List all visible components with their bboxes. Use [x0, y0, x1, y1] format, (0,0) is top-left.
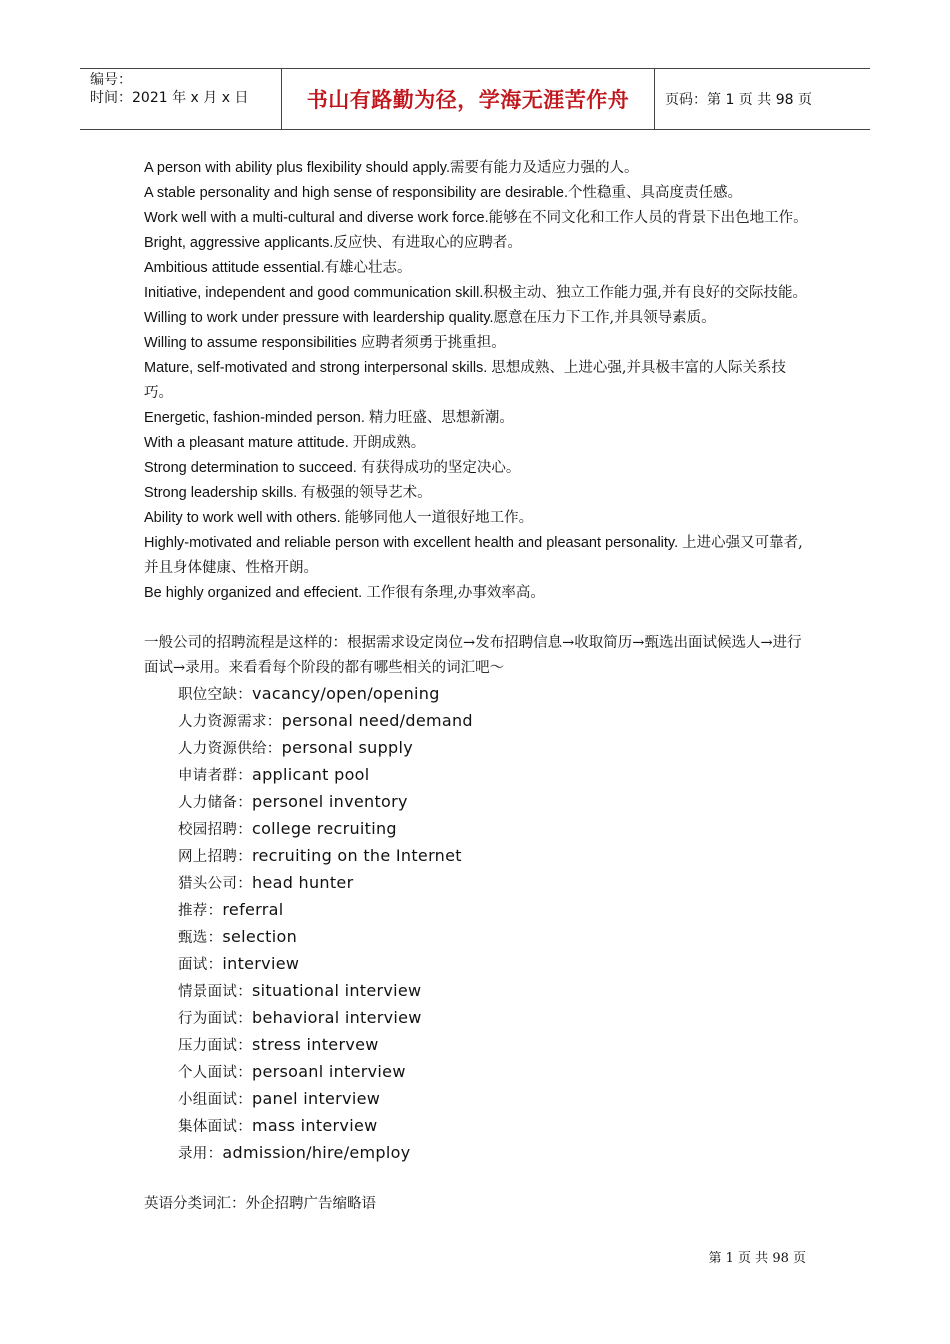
- term-chinese: 个人面试：: [178, 1065, 252, 1081]
- vocabulary-item: [178, 897, 814, 924]
- requirement-english: Willing to work under pressure with leardership quality.: [144, 310, 494, 326]
- requirement-chinese: 精力旺盛、思想新潮。: [368, 410, 514, 426]
- requirement-item: [144, 206, 814, 231]
- requirement-english: Work well with a multi-cultural and diverse work force.: [144, 210, 489, 226]
- requirement-item: [144, 581, 814, 606]
- vocabulary-item: [178, 924, 814, 951]
- requirement-english: Energetic, fashion-minded person.: [144, 410, 369, 426]
- term-chinese: 推荐：: [178, 903, 223, 919]
- requirement-english: Strong determination to succeed.: [144, 460, 361, 476]
- requirement-item: [144, 156, 814, 181]
- term-english: head hunter: [252, 873, 354, 892]
- requirement-item: [144, 281, 814, 306]
- requirement-item: [144, 431, 814, 456]
- vocabulary-item: [178, 816, 814, 843]
- requirement-chinese: 应聘者须勇于挑重担。: [360, 335, 506, 351]
- date-label: 时间：2021 年 x 月 x 日: [90, 90, 249, 106]
- term-chinese: 人力资源供给：: [178, 741, 282, 757]
- requirement-item: [144, 181, 814, 206]
- requirement-english: Willing to assume responsibilities: [144, 335, 361, 351]
- term-english: stress intervew: [252, 1035, 379, 1054]
- requirement-chinese: 有极强的领导艺术。: [301, 485, 432, 501]
- page-info: 页码：第 1 页 共 98 页: [665, 92, 812, 108]
- vocabulary-item: [178, 681, 814, 708]
- term-chinese: 人力储备：: [178, 795, 252, 811]
- requirement-item: [144, 481, 814, 506]
- term-english: mass interview: [252, 1116, 378, 1135]
- term-english: applicant pool: [252, 765, 370, 784]
- term-english: admission/hire/employ: [222, 1143, 411, 1162]
- vocabulary-item: [178, 1113, 814, 1140]
- vocabulary-item: [178, 951, 814, 978]
- requirement-english: Initiative, independent and good communication skill.: [144, 285, 484, 301]
- term-chinese: 人力资源需求：: [178, 714, 282, 730]
- vocabulary-item: [178, 708, 814, 735]
- requirement-chinese: 思想成熟、上进心强,并具极丰富的人际关系技巧。: [144, 360, 786, 401]
- vocabulary-item: [178, 1005, 814, 1032]
- term-english: behavioral interview: [252, 1008, 422, 1027]
- requirement-item: [144, 456, 814, 481]
- requirement-english: Ability to work well with others.: [144, 510, 345, 526]
- requirement-chinese: 积极主动、独立工作能力强,并有良好的交际技能。: [483, 285, 807, 301]
- vocabulary-item: [178, 789, 814, 816]
- term-chinese: 集体面试：: [178, 1119, 252, 1135]
- recruitment-process-intro: 一般公司的招聘流程是这样的：根据需求设定岗位→发布招聘信息→收取简历→甄选出面试候选人→进行面试→录用。来看看每个阶段的都有哪些相关的词汇吧～: [144, 635, 802, 676]
- term-chinese: 职位空缺：: [178, 687, 252, 703]
- requirement-english: Ambitious attitude essential.: [144, 260, 325, 276]
- requirement-item: [144, 506, 814, 531]
- document-header: [80, 68, 870, 130]
- requirement-english: A person with ability plus flexibility should apply.: [144, 160, 451, 176]
- requirement-english: Highly-motivated and reliable person with excellent health and pleasant personality.: [144, 535, 683, 551]
- vocabulary-item: [178, 1032, 814, 1059]
- requirement-item: [144, 406, 814, 431]
- term-english: persoanl interview: [252, 1062, 406, 1081]
- vocabulary-item: [178, 735, 814, 762]
- vocabulary-item: [178, 1140, 814, 1167]
- term-chinese: 甄选：: [178, 930, 223, 946]
- term-english: personal need/demand: [281, 711, 473, 730]
- requirement-item: [144, 256, 814, 281]
- requirement-chinese: 有获得成功的坚定决心。: [360, 460, 521, 476]
- requirement-item: [144, 331, 814, 356]
- term-chinese: 小组面试：: [178, 1092, 252, 1108]
- requirement-item: [144, 306, 814, 331]
- requirement-chinese: 能够同他人一道很好地工作。: [344, 510, 534, 526]
- term-english: situational interview: [252, 981, 422, 1000]
- term-chinese: 行为面试：: [178, 1011, 252, 1027]
- requirement-chinese: 开朗成熟。: [352, 435, 426, 451]
- vocabulary-item: [178, 762, 814, 789]
- term-english: personel inventory: [252, 792, 408, 811]
- term-english: panel interview: [252, 1089, 381, 1108]
- requirement-item: [144, 356, 814, 406]
- vocabulary-list: [178, 681, 814, 1167]
- term-chinese: 校园招聘：: [178, 822, 252, 838]
- document-body: [144, 156, 814, 1217]
- requirement-chinese: 个性稳重、具高度责任感。: [567, 185, 742, 201]
- section-heading: 英语分类词汇：外企招聘广告缩略语: [144, 1196, 376, 1212]
- term-chinese: 网上招聘：: [178, 849, 252, 865]
- requirement-english: With a pleasant mature attitude.: [144, 435, 353, 451]
- requirement-item: [144, 531, 814, 581]
- requirement-chinese: 反应快、有进取心的应聘者。: [333, 235, 522, 251]
- term-english: selection: [222, 927, 298, 946]
- requirement-chinese: 有雄心壮志。: [324, 260, 412, 276]
- requirements-list: [144, 156, 814, 606]
- vocabulary-item: [178, 1086, 814, 1113]
- term-chinese: 面试：: [178, 957, 223, 973]
- header-meta-cell: [80, 69, 282, 129]
- requirement-chinese: 上进心强又可靠者,并且身体健康、性格开朗。: [144, 535, 803, 576]
- term-english: personal supply: [281, 738, 413, 757]
- requirement-english: Be highly organized and effecient.: [144, 585, 367, 601]
- page-footer: 第 1 页 共 98 页: [708, 1251, 806, 1266]
- requirement-chinese: 工作很有条理,办事效率高。: [366, 585, 545, 601]
- term-chinese: 猎头公司：: [178, 876, 252, 892]
- vocabulary-item: [178, 1059, 814, 1086]
- header-page-cell: [655, 69, 870, 129]
- header-motto-cell: [282, 69, 655, 129]
- vocabulary-item: [178, 978, 814, 1005]
- term-chinese: 申请者群：: [178, 768, 252, 784]
- term-english: recruiting on the Internet: [252, 846, 462, 865]
- term-english: college recruiting: [252, 819, 397, 838]
- requirement-english: Strong leadership skills.: [144, 485, 302, 501]
- requirement-item: [144, 231, 814, 256]
- term-chinese: 录用：: [178, 1146, 223, 1162]
- requirement-english: Mature, self-motivated and strong interpersonal skills.: [144, 360, 492, 376]
- requirement-english: Bright, aggressive applicants.: [144, 235, 334, 251]
- vocabulary-item: [178, 843, 814, 870]
- term-english: interview: [222, 954, 300, 973]
- term-chinese: 情景面试：: [178, 984, 252, 1000]
- requirement-chinese: 能够在不同文化和工作人员的背景下出色地工作。: [488, 210, 808, 226]
- term-chinese: 压力面试：: [178, 1038, 252, 1054]
- serial-number-label: 编号：: [90, 72, 132, 88]
- requirement-chinese: 愿意在压力下工作,并具领导素质。: [493, 310, 716, 326]
- requirement-chinese: 需要有能力及适应力强的人。: [450, 160, 639, 176]
- term-english: vacancy/open/opening: [252, 684, 440, 703]
- term-english: referral: [222, 900, 284, 919]
- requirement-english: A stable personality and high sense of responsibility are desirable.: [144, 185, 568, 201]
- motto-text: 书山有路勤为径，学海无涯苦作舟: [306, 87, 630, 112]
- vocabulary-item: [178, 870, 814, 897]
